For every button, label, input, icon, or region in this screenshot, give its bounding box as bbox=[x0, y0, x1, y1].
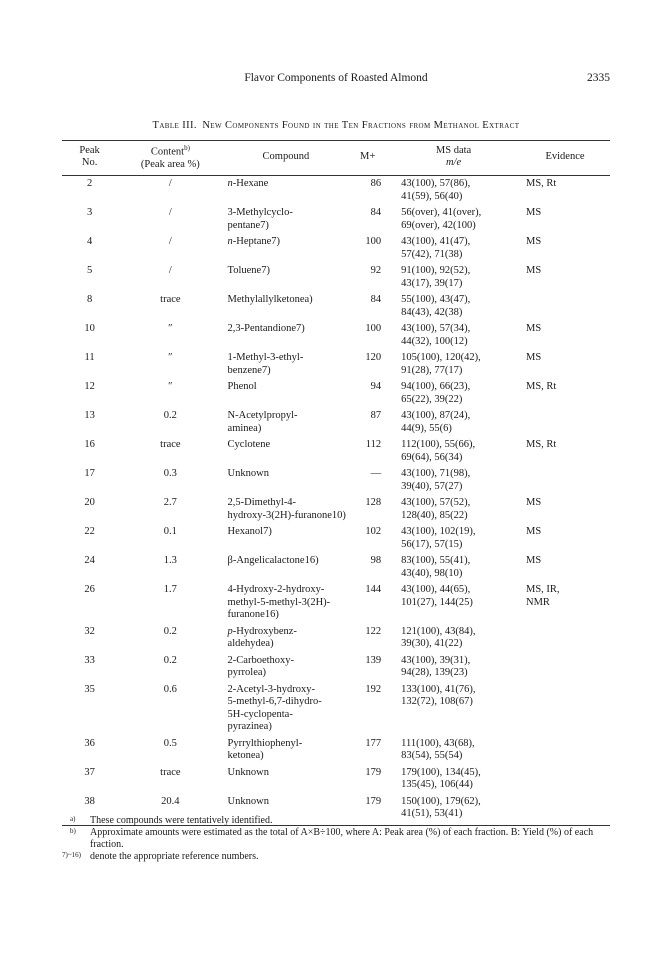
cell-m-plus: 120 bbox=[365, 352, 382, 363]
cell-evidence bbox=[520, 680, 610, 734]
cell-compound-line: 5H-cyclopenta- bbox=[227, 708, 293, 720]
cell-compound bbox=[224, 232, 349, 261]
cell-content: / bbox=[168, 207, 172, 218]
cell-evidence bbox=[520, 522, 610, 551]
cell-compound-line: N-Acetylpropyl- bbox=[227, 410, 298, 421]
cell-ms-data-line: 132(72), 108(67) bbox=[401, 696, 473, 707]
table-row bbox=[62, 580, 610, 622]
header-ms-line1: MS data bbox=[435, 144, 472, 156]
cell-m-plus: 87 bbox=[370, 410, 382, 421]
cell-peak: 17 bbox=[84, 468, 95, 479]
cell-compound bbox=[224, 493, 349, 522]
cell-evidence-line bbox=[526, 738, 610, 751]
cell-ms-data-line: 105(100), 120(42), bbox=[401, 352, 481, 363]
cell-compound-line: 4-Hydroxy-2-hydroxy- bbox=[227, 584, 325, 595]
footnote-b-mark: b) bbox=[70, 827, 76, 835]
cell-peak: 24 bbox=[84, 555, 95, 566]
cell-ms-data-line: 43(100), 57(52), bbox=[401, 497, 471, 508]
cell-evidence-line bbox=[526, 767, 610, 780]
cell-compound-line: pyrazinea) bbox=[227, 721, 272, 732]
cell-evidence-line bbox=[526, 468, 610, 481]
cell-m-plus: 102 bbox=[365, 526, 382, 537]
cell-peak: 22 bbox=[84, 526, 95, 537]
footnote-a-mark: a) bbox=[70, 815, 76, 823]
cell-ms-data bbox=[387, 522, 520, 551]
cell-evidence-line: MS bbox=[526, 352, 542, 363]
cell-compound-line: n-Hexane bbox=[227, 178, 269, 189]
cell-evidence-line: NMR bbox=[526, 596, 550, 608]
header-compound: Compound bbox=[262, 150, 310, 162]
cell-peak: 8 bbox=[86, 294, 93, 305]
cell-m-plus: 177 bbox=[365, 737, 382, 749]
cell-evidence-line: MS bbox=[526, 497, 542, 508]
cell-evidence-line bbox=[526, 410, 610, 423]
footnote-b-text: Approximate amounts were estimated as the total of A×B÷100, where A: Peak area (%) of each fraction. B: Yield (%) of each fraction. bbox=[90, 827, 594, 850]
cell-compound-line: aminea) bbox=[227, 422, 262, 434]
cell-compound bbox=[224, 377, 349, 406]
cell-ms-data-line: 43(100), 87(24), bbox=[401, 410, 471, 421]
cell-m-plus: 100 bbox=[365, 323, 382, 334]
cell-ms-data-line: 39(30), 41(22) bbox=[401, 638, 463, 649]
cell-peak: 35 bbox=[84, 683, 95, 695]
cell-evidence bbox=[520, 651, 610, 680]
cell-content: 0.2 bbox=[163, 654, 177, 666]
table-row bbox=[62, 551, 610, 580]
cell-evidence bbox=[520, 734, 610, 763]
page-number: 2335 bbox=[587, 72, 610, 84]
cell-compound bbox=[224, 261, 349, 290]
cell-ms-data-line: 91(100), 92(52), bbox=[401, 265, 471, 276]
cell-ms-data-line: 55(100), 43(47), bbox=[401, 294, 471, 305]
cell-content: trace bbox=[160, 294, 181, 305]
cell-compound-line: Cyclotene bbox=[227, 439, 271, 450]
footnote-refs-text: denote the appropriate reference numbers. bbox=[90, 851, 259, 862]
cell-content: 1.7 bbox=[163, 584, 177, 595]
cell-evidence-line: MS bbox=[526, 207, 542, 218]
cell-compound-line: furanone16) bbox=[227, 609, 279, 620]
cell-ms-data-line: 44(32), 100(12) bbox=[401, 335, 468, 347]
cell-content: trace bbox=[160, 766, 181, 778]
cell-ms-data bbox=[387, 319, 520, 348]
cell-content: 0.6 bbox=[163, 683, 177, 695]
cell-ms-data-line: 128(40), 85(22) bbox=[401, 509, 468, 521]
cell-ms-data bbox=[387, 763, 520, 792]
table-row bbox=[62, 680, 610, 734]
cell-m-plus: 112 bbox=[365, 439, 382, 450]
cell-m-plus: 84 bbox=[370, 294, 382, 305]
table-row bbox=[62, 493, 610, 522]
cell-content: / bbox=[168, 178, 172, 189]
table-row bbox=[62, 622, 610, 651]
cell-compound bbox=[224, 622, 349, 651]
cell-ms-data bbox=[387, 651, 520, 680]
cell-peak: 5 bbox=[86, 265, 93, 276]
table-body bbox=[62, 172, 610, 821]
table-row bbox=[62, 377, 610, 406]
cell-compound-line: benzene7) bbox=[227, 364, 271, 376]
cell-peak: 12 bbox=[84, 381, 95, 392]
cell-compound bbox=[224, 651, 349, 680]
cell-ms-data-line: 43(17), 39(17) bbox=[401, 277, 463, 289]
cell-evidence bbox=[520, 172, 610, 203]
table-caption-label: Table III. bbox=[152, 120, 197, 131]
running-title: Flavor Components of Roasted Almond bbox=[244, 72, 428, 84]
cell-evidence bbox=[520, 348, 610, 377]
header-content-line1: Content bbox=[150, 146, 185, 158]
cell-peak: 32 bbox=[84, 625, 95, 637]
cell-ms-data bbox=[387, 406, 520, 435]
cell-content: / bbox=[168, 236, 172, 247]
cell-ms-data-line: 84(43), 42(38) bbox=[401, 306, 463, 318]
cell-ms-data-line: 111(100), 43(68), bbox=[401, 737, 475, 749]
table-row bbox=[62, 522, 610, 551]
cell-evidence bbox=[520, 435, 610, 464]
cell-compound-line: Methylallylketonea) bbox=[227, 294, 313, 305]
cell-compound bbox=[224, 680, 349, 734]
cell-ms-data bbox=[387, 377, 520, 406]
cell-evidence-line: MS, Rt bbox=[526, 381, 557, 392]
cell-ms-data-line: 69(over), 42(100) bbox=[401, 219, 476, 231]
cell-compound-line: Pyrrylthiophenyl- bbox=[227, 737, 303, 749]
cell-peak: 10 bbox=[84, 323, 95, 334]
cell-evidence bbox=[520, 622, 610, 651]
cell-compound-line: hydroxy-3(2H)-furanone10) bbox=[227, 509, 346, 521]
cell-evidence-line: MS bbox=[526, 265, 542, 276]
table-row bbox=[62, 734, 610, 763]
cell-ms-data-line: 133(100), 41(76), bbox=[401, 683, 476, 695]
cell-ms-data-line: 101(27), 144(25) bbox=[401, 596, 473, 608]
cell-evidence bbox=[520, 580, 610, 622]
cell-compound-line: p-Hydroxybenz- bbox=[227, 625, 297, 637]
cell-ms-data-line: 56(over), 41(over), bbox=[401, 207, 482, 218]
header-ms-line2: m/e bbox=[445, 157, 462, 168]
cell-evidence-line bbox=[526, 626, 610, 639]
cell-evidence bbox=[520, 319, 610, 348]
cell-ms-data bbox=[387, 435, 520, 464]
italic-prefix: n- bbox=[227, 178, 237, 189]
cell-compound bbox=[224, 319, 349, 348]
cell-ms-data bbox=[387, 493, 520, 522]
header-content-sup: b) bbox=[184, 144, 190, 153]
table-row bbox=[62, 651, 610, 680]
header-peak-line1: Peak bbox=[79, 144, 100, 156]
table-row bbox=[62, 232, 610, 261]
cell-content: 20.4 bbox=[161, 795, 180, 807]
cell-evidence-line: MS bbox=[526, 236, 542, 247]
footnote-refs-mark: 7)~16) bbox=[62, 851, 81, 859]
table-row bbox=[62, 763, 610, 792]
cell-compound-line: pyrrolea) bbox=[227, 667, 267, 678]
cell-evidence-line: MS, IR, bbox=[526, 584, 560, 595]
cell-compound bbox=[224, 348, 349, 377]
cell-ms-data-line: 179(100), 134(45), bbox=[401, 766, 481, 778]
cell-peak: 38 bbox=[84, 795, 95, 807]
table-row bbox=[62, 348, 610, 377]
cell-ms-data-line: 94(100), 66(23), bbox=[401, 381, 471, 392]
cell-compound-line: ketonea) bbox=[227, 750, 264, 761]
cell-m-plus: 92 bbox=[370, 265, 382, 276]
cell-compound bbox=[224, 406, 349, 435]
cell-evidence-line: MS bbox=[526, 323, 542, 334]
cell-content: 0.3 bbox=[163, 468, 177, 479]
cell-compound-line: n-Heptane7) bbox=[227, 236, 281, 247]
italic-prefix: n- bbox=[227, 236, 237, 247]
cell-evidence bbox=[520, 290, 610, 319]
cell-content: / bbox=[168, 265, 172, 276]
table-row bbox=[62, 406, 610, 435]
cell-evidence bbox=[520, 203, 610, 232]
cell-content: ″ bbox=[168, 352, 173, 363]
cell-content: trace bbox=[160, 439, 181, 450]
footnote-a-text: These compounds were tentatively identified. bbox=[90, 815, 273, 826]
cell-ms-data bbox=[387, 261, 520, 290]
cell-compound bbox=[224, 522, 349, 551]
cell-content: 0.5 bbox=[163, 737, 177, 749]
cell-evidence-line bbox=[526, 684, 610, 697]
cell-m-plus: 84 bbox=[370, 207, 382, 218]
cell-content: 1.3 bbox=[163, 555, 177, 566]
cell-ms-data-line: 150(100), 179(62), bbox=[401, 795, 481, 807]
cell-m-plus: 179 bbox=[365, 766, 382, 778]
running-head bbox=[0, 72, 672, 90]
cell-compound-line: Phenol bbox=[227, 381, 257, 392]
table-row bbox=[62, 290, 610, 319]
cell-compound-line: Unknown bbox=[227, 468, 269, 479]
cell-ms-data-line: 83(100), 55(41), bbox=[401, 555, 471, 566]
table-row bbox=[62, 172, 610, 203]
cell-compound bbox=[224, 172, 349, 203]
cell-content: ″ bbox=[168, 323, 173, 334]
cell-ms-data-line: 94(28), 139(23) bbox=[401, 667, 468, 678]
cell-evidence-line: MS, Rt bbox=[526, 439, 557, 450]
cell-compound-line: 2,3-Pentandione7) bbox=[227, 323, 305, 334]
cell-compound bbox=[224, 763, 349, 792]
cell-evidence bbox=[520, 763, 610, 792]
cell-compound bbox=[224, 290, 349, 319]
cell-ms-data-line: 43(100), 44(65), bbox=[401, 584, 471, 595]
cell-content: ″ bbox=[168, 381, 173, 392]
cell-ms-data bbox=[387, 622, 520, 651]
cell-ms-data-line: 43(100), 39(31), bbox=[401, 654, 471, 666]
cell-ms-data-line: 39(40), 57(27) bbox=[401, 480, 463, 492]
table-row bbox=[62, 203, 610, 232]
cell-m-plus: 94 bbox=[370, 381, 382, 392]
cell-compound-line: Unknown bbox=[227, 766, 269, 778]
cell-compound bbox=[224, 551, 349, 580]
cell-evidence-line bbox=[526, 655, 610, 668]
table-header-row bbox=[62, 142, 610, 172]
header-content bbox=[117, 142, 223, 172]
cell-ms-data bbox=[387, 232, 520, 261]
table-row bbox=[62, 261, 610, 290]
cell-m-plus: 98 bbox=[370, 555, 382, 566]
cell-compound bbox=[224, 734, 349, 763]
cell-peak: 2 bbox=[86, 178, 93, 189]
cell-ms-data bbox=[387, 680, 520, 734]
cell-ms-data bbox=[387, 580, 520, 622]
table-top-rule bbox=[62, 140, 610, 141]
table-row bbox=[62, 319, 610, 348]
cell-ms-data-line: 135(45), 106(44) bbox=[401, 779, 473, 790]
cell-ms-data-line: 41(51), 53(41) bbox=[401, 808, 463, 819]
cell-m-plus: 100 bbox=[365, 236, 382, 247]
cell-m-plus: 86 bbox=[370, 178, 382, 189]
cell-compound bbox=[224, 464, 349, 493]
cell-compound bbox=[224, 580, 349, 622]
cell-evidence bbox=[520, 551, 610, 580]
cell-content: 0.2 bbox=[163, 625, 177, 637]
cell-evidence-line bbox=[526, 796, 610, 809]
footnote-a bbox=[62, 815, 622, 827]
cell-compound-line: 3-Methylcyclo- bbox=[227, 207, 293, 218]
cell-ms-data bbox=[387, 348, 520, 377]
cell-peak: 36 bbox=[84, 737, 95, 749]
cell-ms-data-line: 43(100), 41(47), bbox=[401, 236, 471, 247]
table-row bbox=[62, 435, 610, 464]
cell-compound-line: Toluene7) bbox=[227, 265, 270, 276]
cell-m-plus: 144 bbox=[365, 584, 382, 595]
cell-evidence-line: MS, Rt bbox=[526, 178, 557, 189]
cell-m-plus: 192 bbox=[365, 683, 382, 695]
cell-ms-data-line: 43(100), 102(19), bbox=[401, 526, 476, 537]
cell-compound-line: β-Angelicalactone16) bbox=[227, 555, 319, 566]
cell-ms-data-line: 56(17), 57(15) bbox=[401, 538, 463, 550]
cell-ms-data-line: 83(54), 55(54) bbox=[401, 750, 463, 761]
cell-compound-line: aldehydea) bbox=[227, 638, 274, 649]
cell-compound bbox=[224, 203, 349, 232]
cell-ms-data bbox=[387, 734, 520, 763]
cell-compound-line: 2-Carboethoxy- bbox=[227, 654, 295, 666]
cell-ms-data-line: 43(40), 98(10) bbox=[401, 567, 463, 579]
header-peak bbox=[62, 142, 117, 172]
cell-peak: 13 bbox=[84, 410, 95, 421]
cell-m-plus: 179 bbox=[365, 795, 382, 807]
cell-content: 0.1 bbox=[163, 526, 177, 537]
italic-prefix: p- bbox=[227, 625, 237, 637]
header-ms-data bbox=[387, 142, 520, 172]
cell-compound-line: Unknown bbox=[227, 795, 269, 807]
cell-m-plus: 128 bbox=[365, 497, 382, 508]
footnote-refs bbox=[62, 851, 622, 863]
cell-ms-data-line: 44(9), 55(6) bbox=[401, 422, 452, 434]
cell-compound-line: 5-methyl-6,7-dihydro- bbox=[227, 696, 322, 707]
cell-peak: 16 bbox=[84, 439, 95, 450]
cell-compound-line: 1-Methyl-3-ethyl- bbox=[227, 352, 304, 363]
table-caption bbox=[0, 120, 672, 131]
cell-evidence bbox=[520, 261, 610, 290]
components-table bbox=[62, 142, 610, 821]
cell-ms-data-line: 112(100), 55(66), bbox=[401, 439, 476, 450]
footnotes bbox=[62, 815, 622, 863]
cell-evidence bbox=[520, 406, 610, 435]
cell-evidence-line: MS bbox=[526, 526, 542, 537]
cell-ms-data bbox=[387, 464, 520, 493]
table-caption-text: New Components Found in the Ten Fractions from Methanol Extract bbox=[202, 120, 520, 131]
cell-content: 0.2 bbox=[163, 410, 177, 421]
cell-peak: 33 bbox=[84, 654, 95, 666]
header-m-plus: M+ bbox=[360, 150, 376, 162]
cell-content: 2.7 bbox=[163, 497, 177, 508]
cell-ms-data bbox=[387, 290, 520, 319]
cell-m-plus: 122 bbox=[365, 625, 382, 637]
cell-compound bbox=[224, 435, 349, 464]
footnote-b bbox=[62, 827, 622, 851]
cell-peak: 20 bbox=[84, 497, 95, 508]
cell-ms-data-line: 43(100), 71(98), bbox=[401, 468, 471, 479]
cell-evidence bbox=[520, 232, 610, 261]
cell-evidence bbox=[520, 493, 610, 522]
cell-peak: 37 bbox=[84, 766, 95, 778]
cell-peak: 26 bbox=[84, 584, 95, 595]
cell-ms-data-line: 41(59), 56(40) bbox=[401, 190, 463, 202]
cell-ms-data-line: 57(42), 71(38) bbox=[401, 248, 463, 260]
cell-ms-data bbox=[387, 172, 520, 203]
cell-m-plus: — bbox=[370, 468, 382, 479]
header-evidence: Evidence bbox=[545, 150, 585, 162]
cell-evidence bbox=[520, 464, 610, 493]
cell-ms-data-line: 91(28), 77(17) bbox=[401, 364, 463, 376]
cell-ms-data bbox=[387, 203, 520, 232]
cell-peak: 11 bbox=[84, 352, 95, 363]
cell-ms-data-line: 69(64), 56(34) bbox=[401, 451, 463, 463]
cell-evidence bbox=[520, 377, 610, 406]
cell-ms-data-line: 43(100), 57(86), bbox=[401, 178, 471, 189]
table-row bbox=[62, 464, 610, 493]
cell-compound-line: Hexanol7) bbox=[227, 526, 272, 537]
cell-ms-data-line: 65(22), 39(22) bbox=[401, 393, 463, 405]
cell-compound-line: 2-Acetyl-3-hydroxy- bbox=[227, 683, 316, 695]
cell-compound-line: methyl-5-methyl-3(2H)- bbox=[227, 596, 331, 608]
cell-ms-data bbox=[387, 551, 520, 580]
cell-m-plus: 139 bbox=[365, 654, 382, 666]
cell-compound-line: 2,5-Dimethyl-4- bbox=[227, 497, 297, 508]
cell-ms-data-line: 121(100), 43(84), bbox=[401, 625, 476, 637]
cell-peak: 3 bbox=[86, 207, 93, 218]
header-content-line2: (Peak area %) bbox=[140, 159, 200, 171]
cell-peak: 4 bbox=[86, 236, 93, 247]
cell-ms-data-line: 43(100), 57(34), bbox=[401, 323, 471, 334]
cell-evidence-line: MS bbox=[526, 555, 542, 566]
cell-compound-line: pentane7) bbox=[227, 219, 269, 231]
header-peak-line2: No. bbox=[81, 157, 98, 168]
cell-evidence-line bbox=[526, 294, 610, 307]
